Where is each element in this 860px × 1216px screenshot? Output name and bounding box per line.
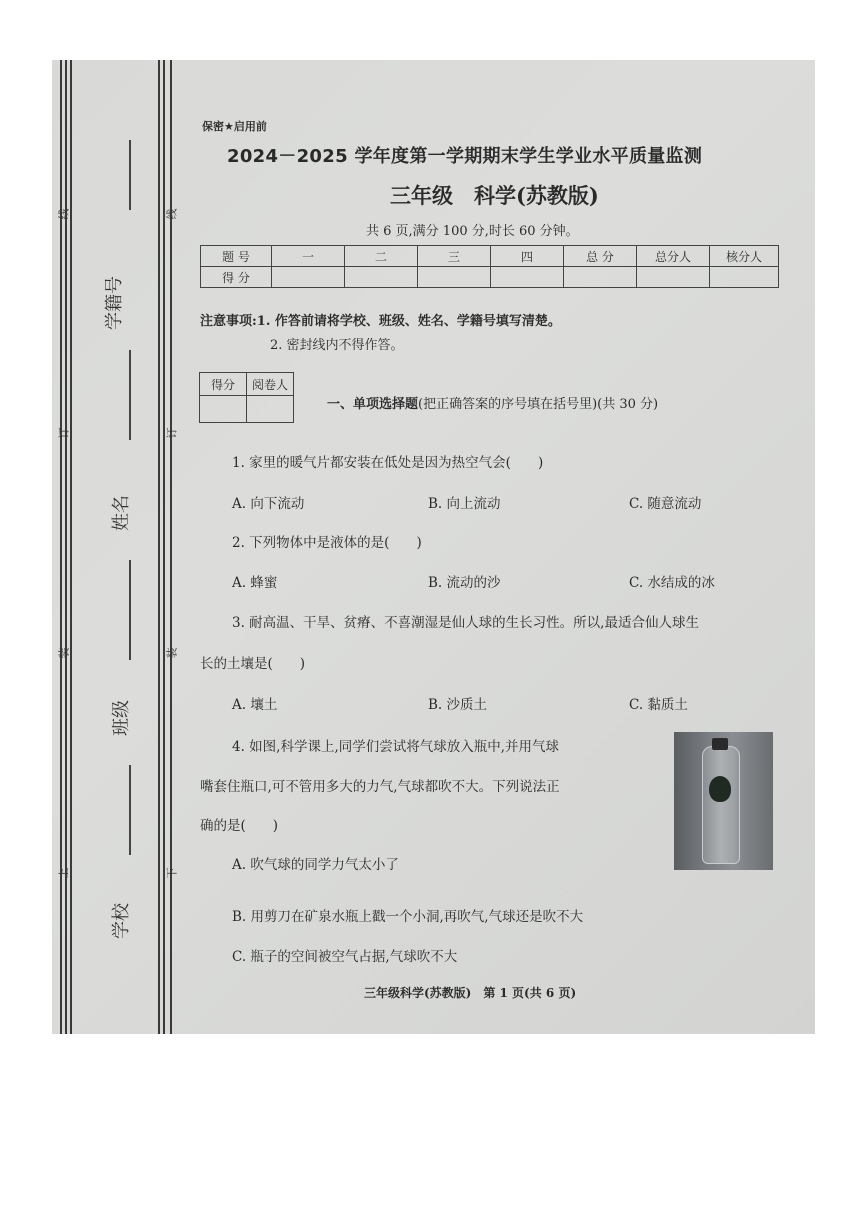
- margin-line: [60, 60, 62, 1034]
- question-3-option-a: A. 壤土: [232, 697, 278, 713]
- margin-line: [70, 60, 72, 1034]
- score-cell: 题 号: [201, 246, 272, 267]
- notes-line-1: 注意事项:1. 作答前请将学校、班级、姓名、学籍号填写清楚。: [200, 314, 561, 329]
- score-input-cell[interactable]: [345, 267, 418, 288]
- field-school-line[interactable]: [129, 765, 131, 855]
- question-2-stem: 2. 下列物体中是液体的是( ): [232, 535, 422, 551]
- score-table-score-row: [201, 267, 779, 288]
- question-4-option-b: B. 用剪刀在矿泉水瓶上戳一个小洞,再吹气,气球还是吹不大: [232, 909, 584, 925]
- field-student-id-line[interactable]: [129, 140, 131, 210]
- question-1-option-a: A. 向下流动: [232, 496, 305, 512]
- bottle-cap-image: [712, 738, 728, 750]
- field-student-id-label: 学籍号: [104, 276, 125, 330]
- score-cell: 三: [418, 246, 491, 267]
- score-input-cell[interactable]: [710, 267, 779, 288]
- score-input-cell[interactable]: [272, 267, 345, 288]
- question-4-stem-line-1: 4. 如图,科学课上,同学们尝试将气球放入瓶中,并用气球: [232, 739, 560, 755]
- margin-line: [170, 60, 172, 1034]
- score-cell: 一: [272, 246, 345, 267]
- question-4-stem-line-3: 确的是( ): [200, 818, 279, 834]
- margin-line: [65, 60, 67, 1034]
- grader-reviewer-cell[interactable]: [247, 396, 294, 423]
- score-input-cell[interactable]: [491, 267, 564, 288]
- balloon-image: [709, 776, 731, 802]
- score-input-cell[interactable]: [637, 267, 710, 288]
- field-name-line[interactable]: [129, 350, 131, 440]
- score-cell: 二: [345, 246, 418, 267]
- page-footer: 三年级科学(苏教版) 第 1 页(共 6 页): [364, 986, 577, 1000]
- notes-line-2: 2. 密封线内不得作答。: [270, 338, 404, 353]
- score-cell: 四: [491, 246, 564, 267]
- question-4-option-c: C. 瓶子的空间被空气占据,气球吹不大: [232, 949, 458, 965]
- margin-mark: 订: [57, 427, 71, 439]
- question-3-option-b: B. 沙质土: [428, 697, 488, 713]
- question-3-stem-line-2: 长的土壤是( ): [200, 656, 306, 672]
- grader-reviewer-label: 阅卷人: [247, 373, 294, 396]
- margin-mark: 装: [165, 647, 179, 659]
- question-3-option-c: C. 黏质土: [629, 697, 688, 713]
- field-class-label: 班级: [111, 700, 132, 736]
- margin-mark: 上: [57, 867, 71, 879]
- exam-title: 2024－2025 学年度第一学期期末学生学业水平质量监测: [227, 146, 703, 167]
- score-cell: 核分人: [710, 246, 779, 267]
- margin-mark: 线: [165, 208, 179, 220]
- margin-mark: 装: [57, 647, 71, 659]
- margin-mark: 下: [165, 867, 179, 879]
- section-1-heading: [327, 393, 658, 412]
- margin-line: [163, 60, 165, 1034]
- score-input-cell[interactable]: [564, 267, 637, 288]
- section-1-instruction: (把正确答案的序号填在括号里)(共 30 分): [418, 397, 659, 412]
- margin-mark: 订: [165, 427, 179, 439]
- field-class-line[interactable]: [129, 560, 131, 660]
- grader-score-label: 得分: [200, 373, 247, 396]
- question-4-stem-line-2: 嘴套住瓶口,可不管用多大的力气,气球都吹不大。下列说法正: [200, 779, 560, 795]
- bottle-balloon-photo: [674, 732, 773, 870]
- score-cell: 总分人: [637, 246, 710, 267]
- question-2-option-c: C. 水结成的冰: [629, 575, 715, 591]
- field-school-label: 学校: [111, 903, 132, 939]
- bottle-image: [702, 746, 740, 864]
- exam-meta: 共 6 页,满分 100 分,时长 60 分钟。: [366, 224, 579, 239]
- question-1-option-b: B. 向上流动: [428, 496, 501, 512]
- exam-paper: [52, 60, 815, 1034]
- margin-line: [158, 60, 160, 1034]
- margin-mark: 线: [57, 208, 71, 220]
- question-1-option-c: C. 随意流动: [629, 496, 702, 512]
- score-row-label: 得 分: [201, 267, 272, 288]
- score-cell: 总 分: [564, 246, 637, 267]
- question-2-option-b: B. 流动的沙: [428, 575, 501, 591]
- score-table: [200, 245, 779, 288]
- secret-label: 保密★启用前: [202, 120, 267, 133]
- score-input-cell[interactable]: [418, 267, 491, 288]
- exam-subtitle: 三年级 科学(苏教版): [390, 183, 599, 208]
- question-2-option-a: A. 蜂蜜: [232, 575, 278, 591]
- question-1-stem: 1. 家里的暖气片都安装在低处是因为热空气会( ): [232, 455, 544, 471]
- score-table-header-row: [201, 246, 779, 267]
- question-4-option-a: A. 吹气球的同学力气太小了: [232, 857, 399, 873]
- field-name-label: 姓名: [111, 495, 132, 531]
- grader-score-cell[interactable]: [200, 396, 247, 423]
- question-3-stem-line-1: 3. 耐高温、干旱、贫瘠、不喜潮湿是仙人球的生长习性。所以,最适合仙人球生: [232, 615, 699, 631]
- grader-box: [199, 372, 294, 423]
- section-1-title: 一、单项选择题: [327, 397, 419, 412]
